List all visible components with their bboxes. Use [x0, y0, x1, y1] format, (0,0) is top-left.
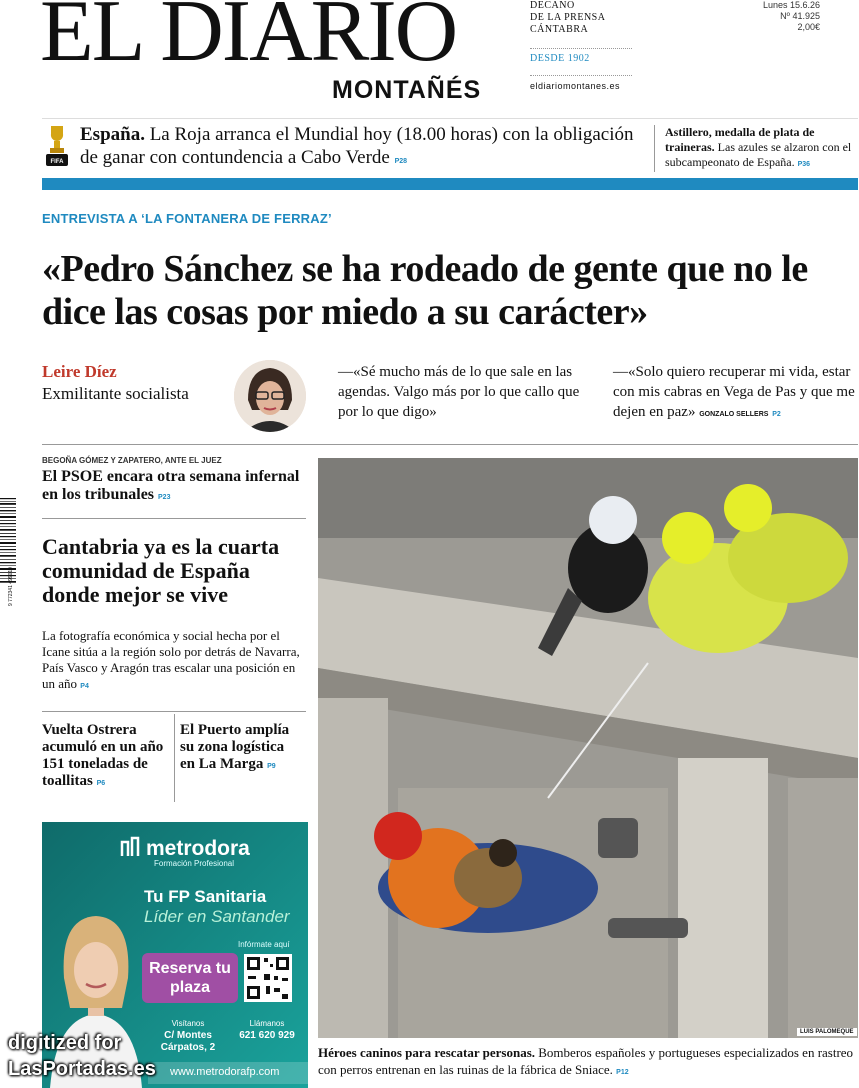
- story-title: El PSOE encara otra semana infernal en los tribunales: [42, 468, 300, 503]
- info-line: DE LA PRENSA: [530, 12, 606, 23]
- ad-address: C/ Montes Cárpatos, 2: [160, 1030, 216, 1053]
- masthead-info: [530, 0, 632, 92]
- newspaper-logo-sub[interactable]: MONTAÑÉS: [332, 76, 482, 104]
- rowing-teaser[interactable]: [654, 125, 858, 172]
- lead-kicker: ENTREVISTA A ‘LA FONTANERA DE FERRAZ’: [42, 211, 332, 226]
- issue-info: [763, 0, 820, 33]
- story-psoe[interactable]: [42, 468, 304, 507]
- ad-url[interactable]: www.metrodorafp.com: [148, 1062, 308, 1084]
- story-vuelta-ostrera[interactable]: [42, 722, 170, 792]
- reserve-button[interactable]: Reserva tu plaza: [142, 953, 238, 1003]
- page-ref: P2: [772, 411, 781, 418]
- rescue-photo[interactable]: [318, 458, 858, 1038]
- page-ref: P28: [394, 158, 408, 165]
- ad-brand-sub: Formación Profesional: [154, 859, 235, 868]
- website-link[interactable]: eldiariomontanes.es: [530, 75, 632, 92]
- lead-headline[interactable]: «Pedro Sánchez se ha rodeado de gente que no le dice las cosas por miedo a su carácter»: [42, 248, 808, 333]
- ad-brand: metrodora: [146, 837, 250, 860]
- story-cantabria-body: [42, 628, 308, 695]
- founded-label: DESDE 1902: [530, 48, 632, 65]
- page-ref: P6: [96, 780, 106, 787]
- interviewee: [42, 361, 189, 405]
- page-ref: P12: [616, 1069, 629, 1076]
- photo-caption: [318, 1044, 858, 1081]
- story-title: Vuelta Ostrera acumuló en un año 151 toneladas de toallitas: [42, 722, 164, 789]
- page-ref: P4: [80, 683, 89, 690]
- world-cup-icon: [42, 123, 72, 167]
- world-cup-teaser[interactable]: [80, 123, 640, 173]
- metrodora-logo-icon: [120, 836, 142, 858]
- byline: GONZALO SELLERS: [699, 411, 769, 418]
- issue-number: Nº 41.925: [780, 11, 820, 21]
- story-cantabria-title[interactable]: Cantabria ya es la cuarta comunidad de España donde mejor se vive: [42, 534, 280, 607]
- teaser-bold: Astillero, medalla de plata de traineras.: [665, 125, 815, 154]
- interviewee-photo: [234, 360, 306, 432]
- interviewee-name: Leire Díez: [42, 362, 117, 381]
- rescue-scene-illustration: [318, 458, 858, 1038]
- barcode-number: 9 772341 499010: [8, 567, 14, 606]
- quote-text: —«Solo quiero recuperar mi vida, estar con mis cabras en Vega de Pas y que me dejen en paz»: [613, 364, 855, 420]
- story-kicker: BEGOÑA GÓMEZ Y ZAPATERO, ANTE EL JUEZ: [42, 456, 222, 465]
- visit-label: Visítanos: [171, 1019, 205, 1028]
- top-strip: [42, 118, 858, 178]
- divider: [174, 714, 175, 802]
- watermark-line-2: LasPortadas.es: [8, 1058, 156, 1080]
- issue-date: Lunes 15.6.26: [762, 0, 820, 10]
- svg-text:FIFA: FIFA: [50, 159, 64, 165]
- photo-credit: LUIS PALOMEQUE: [797, 1028, 857, 1036]
- story-body: La fotografía económica y social hecha por el Icane sitúa a la región solo por detrás de Navarra, País Vasco y Aragón tras escalar una posición en un año: [42, 628, 300, 691]
- qr-code[interactable]: [244, 954, 292, 1002]
- teaser-text: La Roja arranca el Mundial hoy (18.00 horas) con la obligación de ganar con contundencia a Cabo Verde: [80, 124, 634, 168]
- caption-bold: Héroes caninos para rescatar personas.: [318, 1045, 536, 1060]
- divider: [42, 444, 858, 445]
- quote-1: —«Sé mucho más de lo que sale en las agendas. Valgo más por lo que callo que por lo que digo»: [338, 364, 580, 420]
- ad-info-label: Infórmate aquí: [238, 940, 290, 949]
- teaser-bold: España.: [80, 124, 145, 145]
- story-title: El Puerto amplía su zona logística en La Marga: [180, 722, 290, 772]
- page-ref: P23: [158, 494, 171, 501]
- divider: [42, 518, 306, 519]
- watermark-line-1: digitized for: [8, 1032, 122, 1054]
- divider: [42, 711, 306, 712]
- ad-headline-1: Tu FP Sanitaria: [144, 887, 267, 906]
- call-label: Llámanos: [249, 1019, 285, 1028]
- ad-headline-2: Líder en Santander: [144, 907, 290, 926]
- interviewee-role: Exmilitante socialista: [42, 384, 189, 403]
- page-ref: P36: [797, 161, 811, 168]
- ad-call: [232, 1018, 302, 1042]
- watermark: [8, 1030, 156, 1082]
- portrait-illustration: [234, 360, 306, 432]
- caption-text: Bomberos españoles y portugueses especializados en rastreo con perros entrenan en las ruinas de la fábrica de Sniace.: [318, 1045, 854, 1077]
- newspaper-logo[interactable]: EL DIARIO: [40, 0, 457, 80]
- story-el-puerto[interactable]: [180, 722, 300, 775]
- masthead: [40, 0, 820, 110]
- issue-price: 2,00€: [797, 22, 820, 32]
- page-ref: P9: [267, 763, 276, 770]
- ad-phone[interactable]: 621 620 929: [239, 1030, 295, 1041]
- teaser-text: Las azules se alzaron con el subcampeonato de España.: [665, 140, 852, 169]
- info-line: CÁNTABRA: [530, 24, 589, 35]
- barcode: [0, 498, 16, 608]
- ad-visit: [148, 1018, 228, 1054]
- section-divider-bar: [42, 178, 858, 190]
- info-line: DECANO: [530, 0, 575, 11]
- quote-2: [613, 362, 859, 425]
